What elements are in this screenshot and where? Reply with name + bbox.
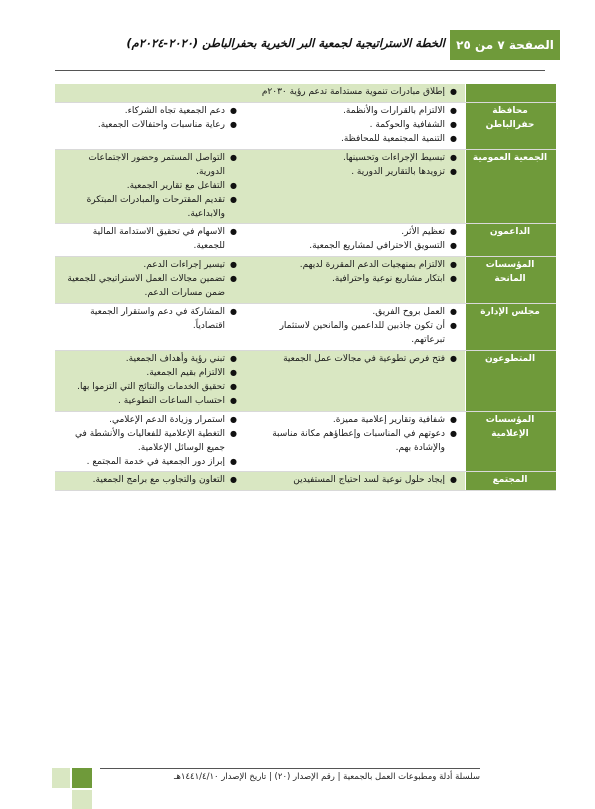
row-category-label: المؤسسات المانحة <box>466 257 557 304</box>
page-number-badge: الصفحة ٧ من ٢٥ <box>450 30 560 60</box>
bullet-list <box>249 226 459 254</box>
list-item: ● تبني رؤية وأهداف الجمعية. <box>59 353 225 367</box>
footer-divider <box>100 768 480 769</box>
stakeholder-contributions-cell <box>55 350 245 411</box>
table-row <box>55 224 556 257</box>
stakeholder-contributions-cell <box>55 411 245 472</box>
list-item: ● دعم الجمعية تجاه الشركاء. <box>59 105 225 119</box>
row-category-label: الجمعية العمومية <box>466 149 557 224</box>
list-item: ● أن تكون جاذبين للداعمين والمانحين لاستثمار تبرعاتهم. <box>249 320 445 348</box>
row-category-label <box>466 84 557 102</box>
table-row <box>55 304 556 351</box>
footer-square-decoration <box>72 790 92 809</box>
stakeholder-expectations-cell <box>245 350 466 411</box>
stakeholder-table <box>55 84 556 491</box>
list-item: ● تيسير إجراءات الدعم. <box>59 259 225 273</box>
stakeholder-contributions-cell <box>55 224 245 257</box>
list-item: ● فتح فرص تطوعية في مجالات عمل الجمعية <box>249 353 445 367</box>
bullet-list <box>249 353 459 367</box>
page-title: الخطة الاستراتيجية لجمعية البر الخيرية بحفرالباطن (٢٠٢٠-٢٠٢٤م) <box>126 36 445 50</box>
bullet-list <box>249 414 459 456</box>
stakeholder-expectations-cell <box>245 304 466 351</box>
list-item: ● التغطية الإعلامية للفعاليات والأنشطة في جميع الوسائل الإعلامية. <box>59 428 225 456</box>
row-category-label: المؤسسات الإعلامية <box>466 411 557 472</box>
bullet-list <box>59 105 239 133</box>
stakeholder-contributions-cell <box>55 257 245 304</box>
bullet-list <box>59 152 239 222</box>
list-item: ● ابتكار مشاريع نوعية واحترافية. <box>249 273 445 287</box>
stakeholder-expectations-cell <box>245 149 466 224</box>
list-item: ● الالتزام بقيم الجمعية. <box>59 367 225 381</box>
stakeholder-expectations-cell <box>245 84 466 102</box>
stakeholder-expectations-cell <box>245 102 466 149</box>
list-item: ● دعوتهم في المناسبات وإعطاؤهم مكانة مناسبة والإشادة بهم. <box>249 428 445 456</box>
list-item: ● استمرار وزيادة الدعم الإعلامي. <box>59 414 225 428</box>
stakeholder-expectations-cell <box>245 257 466 304</box>
row-category-label: المجتمع <box>466 472 557 491</box>
list-item: ● شفافية وتقارير إعلامية مميزة. <box>249 414 445 428</box>
list-item: ● المشاركة في دعم واستقرار الجمعية اقتصادياً. <box>59 306 225 334</box>
row-category-label: محافظة حفرالباطن <box>466 102 557 149</box>
list-item: ● إيجاد حلول نوعية لسد احتياج المستفيدين <box>249 474 445 488</box>
bullet-list <box>59 259 239 301</box>
bullet-list <box>249 86 459 100</box>
list-item: ● الالتزام بالقرارات والأنظمة. <box>249 105 445 119</box>
list-item: ● التفاعل مع تقارير الجمعية. <box>59 180 225 194</box>
bullet-list <box>249 306 459 348</box>
stakeholder-expectations-cell <box>245 224 466 257</box>
row-category-label: مجلس الإدارة <box>466 304 557 351</box>
table-row <box>55 350 556 411</box>
stakeholder-contributions-cell <box>55 84 245 102</box>
list-item: ● التعاون والتجاوب مع برامج الجمعية. <box>59 474 225 488</box>
stakeholder-contributions-cell <box>55 149 245 224</box>
bullet-list <box>59 306 239 334</box>
bullet-list <box>59 353 239 409</box>
list-item: ● إبراز دور الجمعية في خدمة المجتمع . <box>59 456 225 470</box>
list-item: ● تعظيم الأثر. <box>249 226 445 240</box>
header-divider <box>55 70 545 71</box>
bullet-list <box>249 259 459 287</box>
table-row <box>55 102 556 149</box>
table-row <box>55 257 556 304</box>
list-item: ● إطلاق مبادرات تنموية مستدامة تدعم رؤية ٢٠٣٠م <box>249 86 445 100</box>
table-row <box>55 472 556 491</box>
bullet-list <box>59 474 239 488</box>
footer-text: سلسلة أدلة ومطبوعات العمل بالجمعية | رقم الإصدار (٢٠) | تاريخ الإصدار ١٤٤١/٤/١٠هـ <box>173 772 480 782</box>
list-item: ● تضمين مجالات العمل الاستراتيجي للجمعية ضمن مسارات الدعم. <box>59 273 225 301</box>
list-item: ● تحقيق الخدمات والنتائج التي التزموا بها. <box>59 381 225 395</box>
stakeholder-expectations-cell <box>245 472 466 491</box>
stakeholder-contributions-cell <box>55 304 245 351</box>
table-row <box>55 84 556 102</box>
bullet-list <box>249 474 459 488</box>
bullet-list <box>249 105 459 147</box>
bullet-list <box>59 226 239 254</box>
list-item: ● الشفافية والحوكمة . <box>249 119 445 133</box>
stakeholder-expectations-cell <box>245 411 466 472</box>
list-item: ● احتساب الساعات التطوعية . <box>59 395 225 409</box>
list-item: ● التسويق الاحترافي لمشاريع الجمعية. <box>249 240 445 254</box>
list-item: ● الالتزام بمنهجيات الدعم المقررة لديهم. <box>249 259 445 273</box>
stakeholder-contributions-cell <box>55 102 245 149</box>
table-row <box>55 411 556 472</box>
stakeholder-contributions-cell <box>55 472 245 491</box>
footer-square-decoration <box>52 768 70 788</box>
list-item: ● التواصل المستمر وحضور الاجتماعات الدورية. <box>59 152 225 180</box>
footer-square-decoration <box>72 768 92 788</box>
list-item: ● العمل بروح الفريق. <box>249 306 445 320</box>
table-row <box>55 149 556 224</box>
bullet-list <box>249 152 459 180</box>
row-category-label: المتطوعون <box>466 350 557 411</box>
row-category-label: الداعمون <box>466 224 557 257</box>
bullet-list <box>59 414 239 470</box>
list-item: ● التنمية المجتمعية للمحافظة. <box>249 133 445 147</box>
list-item: ● رعاية مناسبات واحتفالات الجمعية. <box>59 119 225 133</box>
list-item: ● تزويدها بالتقارير الدورية . <box>249 166 445 180</box>
list-item: ● تبسيط الإجراءات وتحسينها. <box>249 152 445 166</box>
list-item: ● الاسهام في تحقيق الاستدامة المالية للجمعية. <box>59 226 225 254</box>
list-item: ● تقديم المقترحات والمبادرات المبتكرة والابداعية. <box>59 194 225 222</box>
